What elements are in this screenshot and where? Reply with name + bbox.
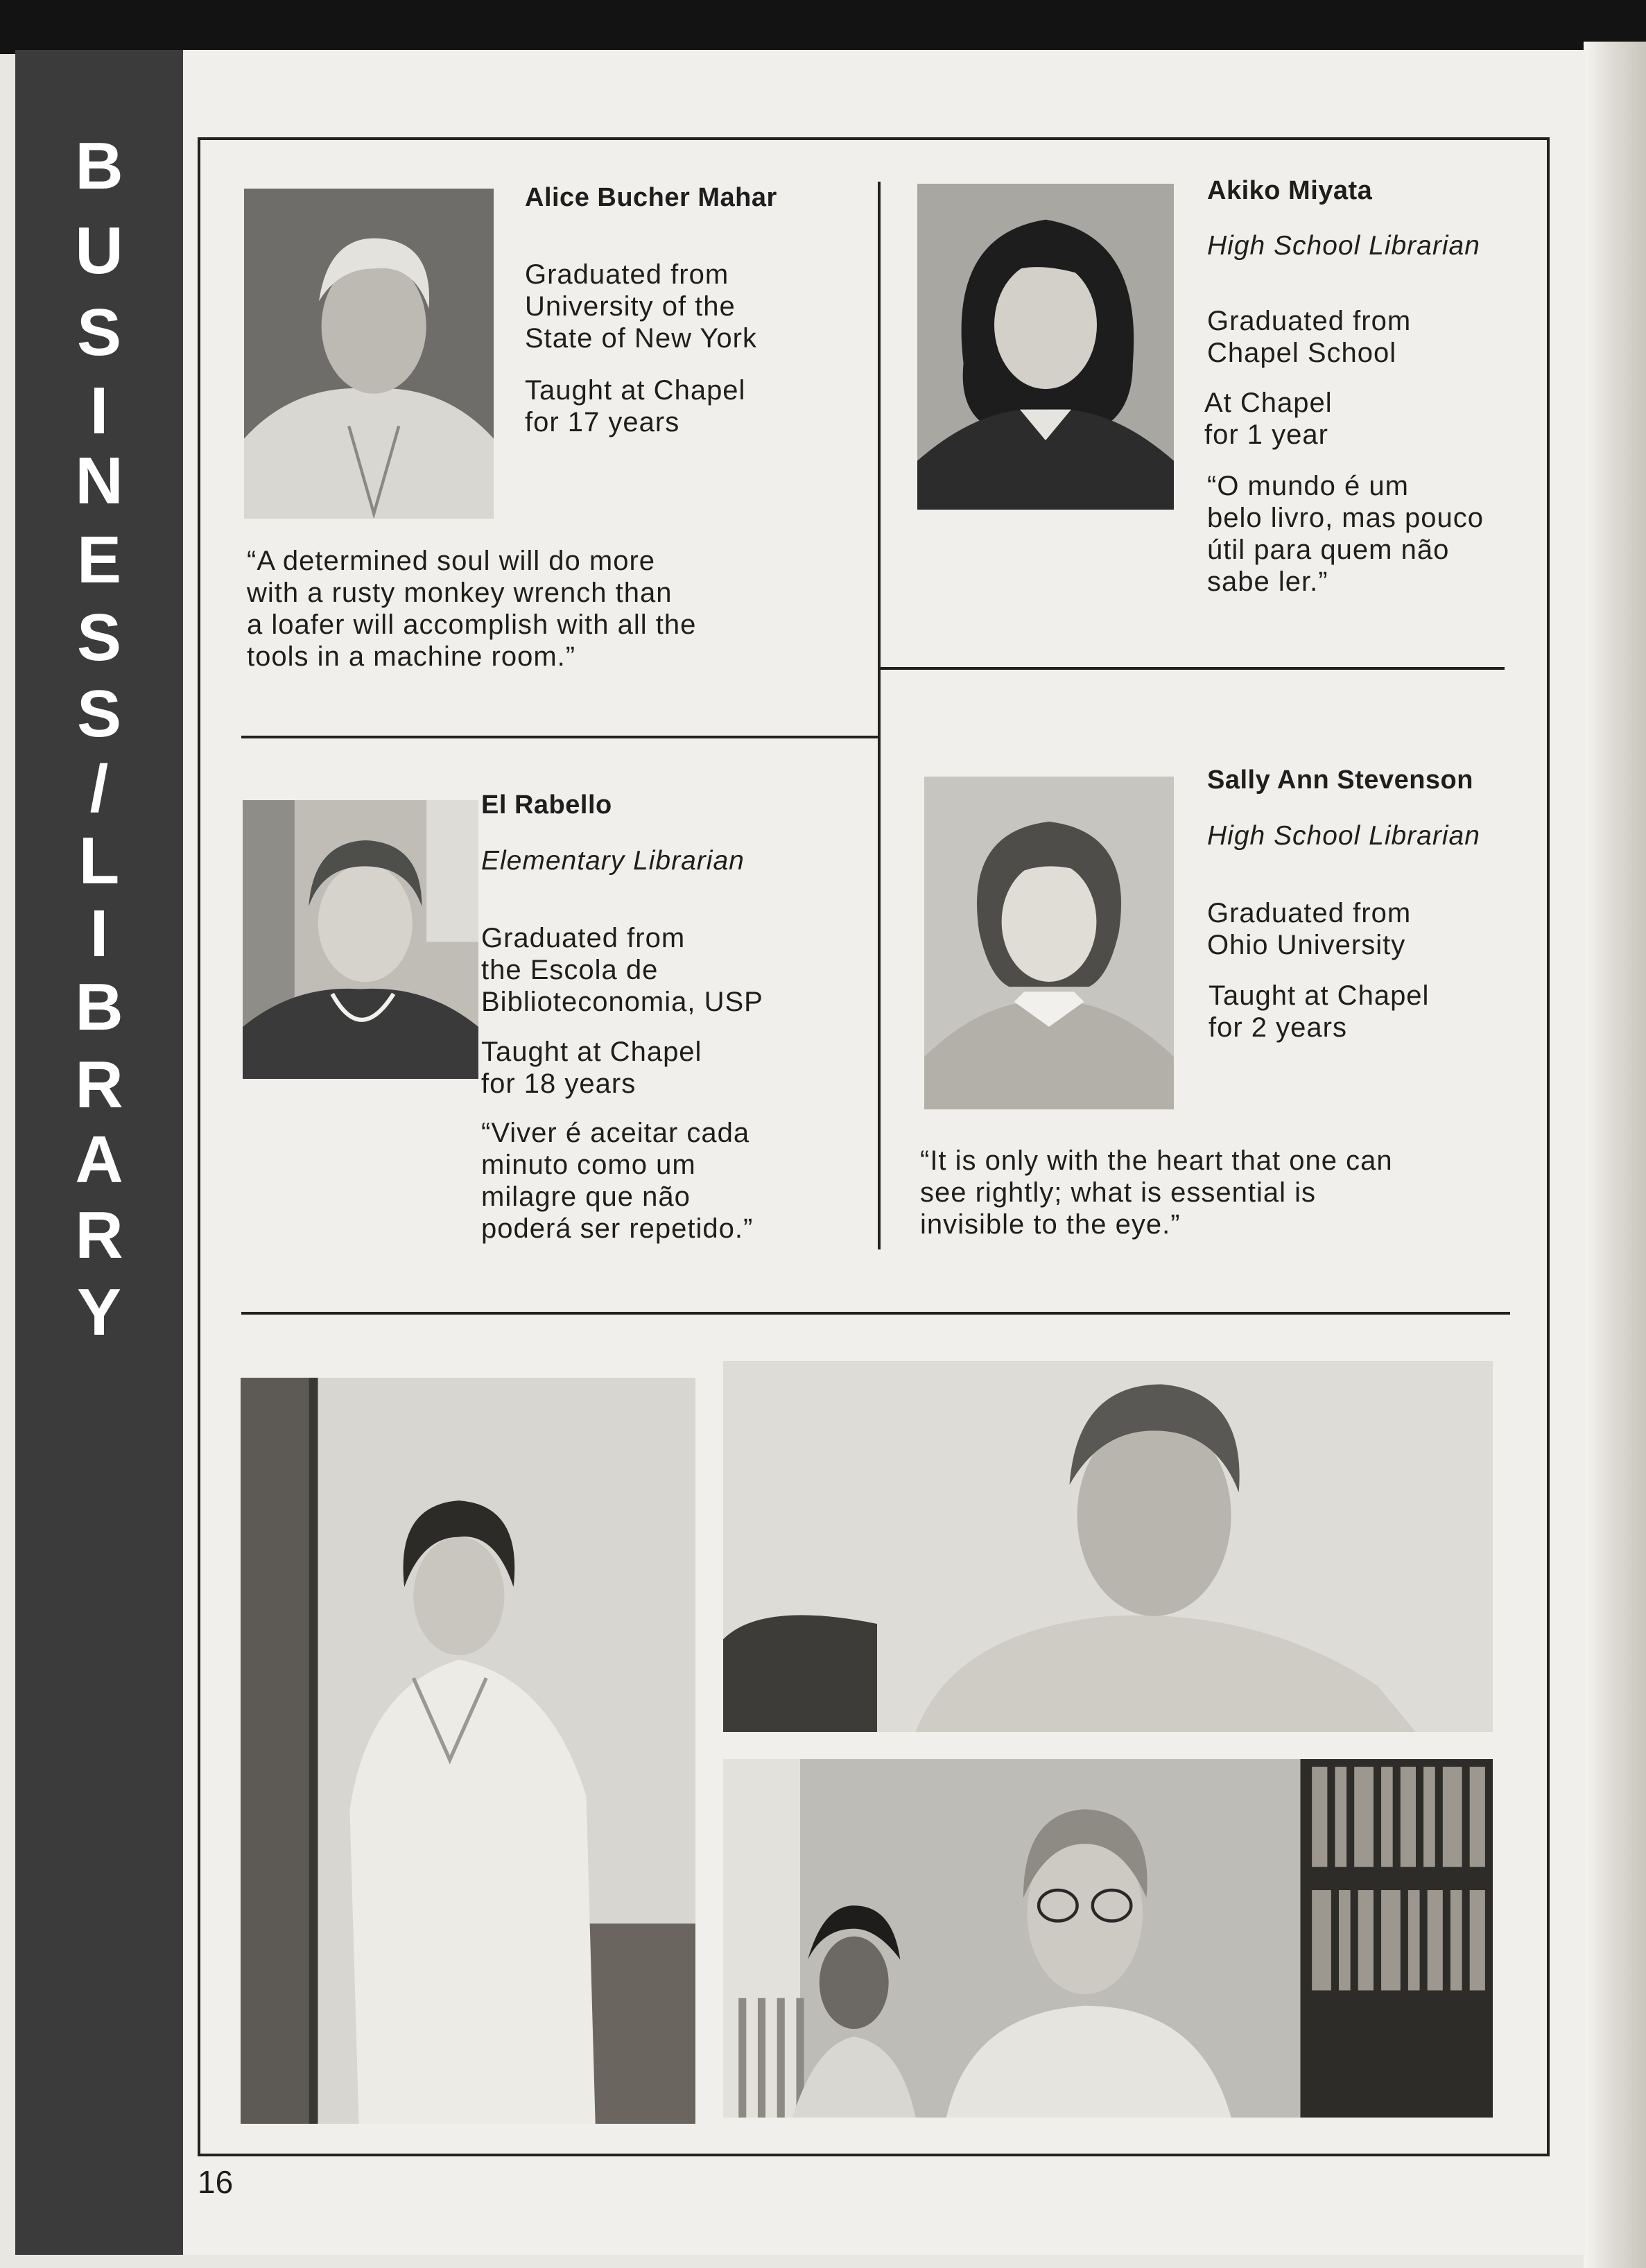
text-line: Graduated from (481, 923, 686, 953)
text-line: Chapel School (1207, 338, 1397, 368)
portrait-sally (924, 777, 1174, 1109)
text-line: a loafer will accomplish with all the (247, 609, 697, 640)
staff-name-el: El Rabello (481, 790, 612, 820)
tenure-akiko (1204, 387, 1333, 451)
divider-bottom (241, 1312, 1510, 1315)
tenure-el (481, 1036, 702, 1100)
text-line: State of New York (525, 323, 757, 354)
text-line: Ohio University (1207, 930, 1406, 960)
text-line: tools in a machine room.” (247, 641, 576, 672)
text-line: útil para quem não (1207, 535, 1450, 565)
candid-photo-librarian-closeup (723, 1361, 1493, 1732)
role-sally: High School Librarian (1207, 821, 1480, 851)
text-line: Graduated from (1207, 898, 1412, 928)
text-line: sabe ler.” (1207, 566, 1328, 597)
spine-letter: B (75, 129, 123, 203)
text-line: “O mundo é um (1207, 471, 1409, 501)
portrait-el (243, 800, 478, 1079)
scan-right-edge (1584, 42, 1646, 2268)
quote-alice (247, 545, 696, 673)
tenure-sally (1208, 980, 1429, 1044)
role-el: Elementary Librarian (481, 846, 745, 876)
divider-vertical (878, 182, 881, 1249)
text-line: for 2 years (1208, 1012, 1347, 1043)
spine-letter: S (76, 600, 122, 675)
portrait-akiko (917, 184, 1174, 510)
spine-letter: R (75, 1048, 123, 1122)
scan-top-edge (0, 0, 1646, 54)
staff-name-akiko: Akiko Miyata (1207, 176, 1373, 205)
role-akiko: High School Librarian (1207, 231, 1480, 261)
text-line: milagre que não (481, 1181, 691, 1212)
text-line: “It is only with the heart that one can (920, 1145, 1393, 1176)
text-line: “Viver é aceitar cada (481, 1118, 750, 1148)
text-line: for 1 year (1204, 419, 1328, 450)
spine-letter: U (75, 214, 123, 288)
text-line: Taught at Chapel (525, 375, 746, 406)
text-line: for 17 years (525, 407, 680, 438)
spine-letter: I (89, 897, 109, 971)
divider-left-mid (241, 736, 878, 738)
page-number: 16 (198, 2164, 234, 2200)
spine-letter: E (76, 523, 122, 597)
divider-right-mid (878, 667, 1505, 670)
spine-letter: / (89, 752, 109, 826)
text-line: invisible to the eye.” (920, 1209, 1181, 1240)
quote-el (481, 1117, 753, 1245)
text-line: see rightly; what is essential is (920, 1177, 1317, 1208)
tenure-alice (525, 374, 745, 438)
education-el (481, 922, 763, 1018)
text-line: the Escola de (481, 955, 659, 985)
staff-name-sally: Sally Ann Stevenson (1207, 765, 1473, 795)
spine-letter: Y (76, 1275, 122, 1349)
education-sally (1207, 897, 1411, 961)
text-line: with a rusty monkey wrench than (247, 578, 673, 608)
text-line: minuto como um (481, 1150, 696, 1180)
staff-name-alice: Alice Bucher Mahar (525, 183, 777, 212)
text-line: belo livro, mas pouco (1207, 503, 1484, 533)
text-line: Graduated from (1207, 306, 1412, 336)
quote-akiko (1207, 470, 1484, 598)
spine-letter: S (76, 677, 122, 751)
spine-letter: S (76, 295, 122, 370)
text-line: Taught at Chapel (1208, 980, 1430, 1011)
text-line: poderá ser repetido.” (481, 1213, 754, 1244)
education-akiko (1207, 305, 1411, 369)
text-line: Biblioteconomia, USP (481, 987, 763, 1017)
spine-letter: R (75, 1198, 123, 1272)
spine-letter: N (75, 444, 123, 518)
text-line: University of the (525, 291, 736, 322)
text-line: for 18 years (481, 1068, 636, 1099)
text-line: “A determined soul will do more (247, 546, 656, 576)
quote-sally (920, 1145, 1393, 1240)
text-line: Graduated from (525, 259, 729, 290)
candid-photo-library-shelves (723, 1759, 1493, 2118)
candid-photo-standing-librarian (241, 1378, 695, 2124)
section-spine (15, 50, 183, 2255)
spine-letter: A (75, 1123, 123, 1197)
spine-letter: L (78, 824, 120, 898)
text-line: At Chapel (1204, 388, 1333, 418)
spine-letter: I (89, 374, 109, 448)
portrait-alice (244, 189, 494, 519)
spine-letter: B (75, 970, 123, 1044)
text-line: Taught at Chapel (481, 1037, 702, 1067)
education-alice (525, 259, 757, 354)
